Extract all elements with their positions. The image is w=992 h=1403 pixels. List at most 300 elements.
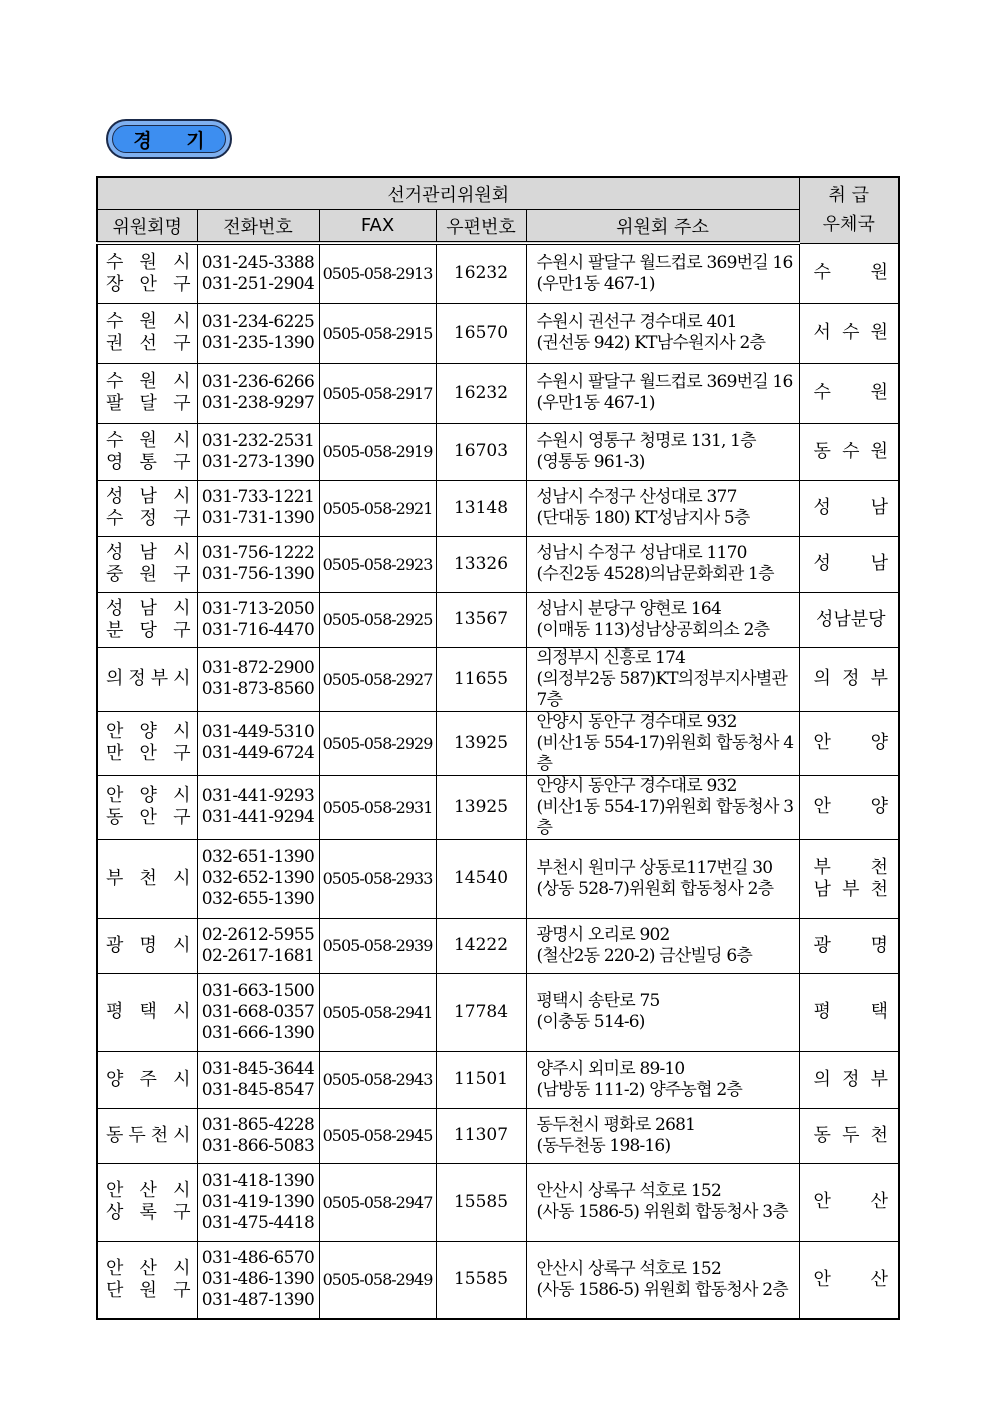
address-line: (비산1동 554-17)위원회 합동청사 3층 [536, 796, 794, 838]
phone-number: 031-668-0357 [201, 1001, 315, 1022]
address-cell [526, 918, 799, 973]
phone-number: 031-865-4228 [201, 1114, 315, 1135]
post-office-char: 원 [870, 262, 889, 283]
fax-cell: 0505-058-2947 [319, 1163, 436, 1241]
post-office-char: 천 [870, 1124, 888, 1146]
post-office-char: 양 [870, 796, 889, 817]
column-header-phone: 전화번호 [197, 210, 319, 244]
address-line: 성남시 수정구 산성대로 377 [536, 487, 737, 507]
phone-number: 031-234-6225 [201, 312, 315, 332]
phone-cell [197, 973, 319, 1051]
committee-name-char: 시 [173, 934, 191, 956]
address-cell [526, 363, 799, 423]
phone-number: 031-866-5083 [201, 1135, 315, 1156]
postal-code-cell: 17784 [436, 973, 526, 1051]
committee-name-cell [97, 303, 197, 363]
committee-name-line [106, 508, 191, 530]
committee-name-char: 수 [106, 508, 124, 529]
table-row [97, 480, 899, 536]
table-row [97, 363, 899, 423]
committee-name-char: 성 [106, 486, 124, 507]
fax-cell: 0505-058-2931 [319, 775, 436, 839]
phone-cell [197, 592, 319, 647]
committee-name-cell [97, 711, 197, 775]
committee-name-line [106, 1069, 191, 1091]
postal-code-cell: 13326 [436, 536, 526, 592]
committee-name-char: 시 [173, 597, 191, 619]
address-line: (사동 1586-5) 위원회 합동청사 2층 [536, 1279, 788, 1300]
table-row [97, 423, 899, 480]
committee-name-char: 시 [173, 785, 191, 806]
postal-code-cell: 16570 [436, 303, 526, 363]
post-office-header-line1: 취 급 [828, 185, 870, 207]
post-office-cell [799, 647, 899, 711]
post-office-line [814, 1125, 889, 1147]
address-cell [526, 1108, 799, 1163]
committee-name-char: 안 [139, 743, 157, 764]
phone-number: 031-756-1222 [201, 543, 315, 563]
fax-cell: 0505-058-2917 [319, 363, 436, 423]
address-cell [526, 423, 799, 480]
post-office-char: 안 [813, 732, 831, 753]
phone-number: 031-245-3388 [201, 252, 315, 273]
committee-name-char: 상 [106, 1202, 124, 1223]
committee-name-char: 시 [173, 721, 191, 742]
post-office-char: 안 [813, 1268, 831, 1290]
postal-code-cell: 11501 [436, 1051, 526, 1108]
post-office-line [814, 796, 889, 818]
address-cell [526, 775, 799, 839]
post-office-char: 안 [813, 1191, 831, 1212]
phone-number: 031-418-1390 [201, 1170, 315, 1191]
committee-name-char: 원 [139, 371, 157, 392]
post-office-header-line2: 우체국 [822, 214, 875, 236]
committee-name-char: 주 [139, 1068, 157, 1090]
committee-name-char: 부 [150, 668, 169, 689]
post-office-char: 수 [813, 382, 831, 403]
committee-name-char: 선 [139, 333, 157, 354]
committee-name-char: 남 [139, 486, 157, 507]
address-line: (권선동 942) KT남수원지사 2층 [536, 333, 766, 353]
committee-name-char: 동 [106, 1124, 124, 1146]
post-office-line [814, 497, 889, 519]
address-line: 안산시 상록구 석호로 152 [536, 1258, 721, 1279]
phone-cell [197, 647, 319, 711]
committee-name-line [106, 1125, 191, 1147]
post-office-cell [799, 536, 899, 592]
address-cell [526, 592, 799, 647]
address-line: (사동 1586-5) 위원회 합동청사 3층 [536, 1202, 788, 1222]
committee-name-char: 안 [106, 1180, 124, 1201]
committee-name-line [106, 1280, 191, 1302]
address-cell [526, 480, 799, 536]
post-office-char: 부 [813, 856, 831, 878]
address-line: 수원시 팔달구 월드컵로 369번길 16 [536, 252, 793, 273]
phone-number: 031-487-1390 [201, 1290, 315, 1311]
committee-name-char: 원 [139, 1279, 157, 1301]
committee-name-char: 수 [106, 429, 124, 451]
phone-cell [197, 480, 319, 536]
post-office-cell [799, 918, 899, 973]
post-office-line [814, 262, 889, 284]
committee-name-line [106, 785, 191, 807]
committee-name-char: 구 [173, 508, 191, 529]
section-badge-label: 경 기 [112, 125, 226, 153]
post-office-line [814, 857, 889, 879]
table-row [97, 839, 899, 918]
table-row [97, 592, 899, 647]
address-line: 성남시 분당구 양현로 164 [536, 598, 721, 619]
committee-name-char: 안 [139, 273, 157, 295]
address-cell [526, 839, 799, 918]
committee-name-line [106, 935, 191, 957]
post-office-char: 양 [870, 732, 889, 753]
address-line: (의정부2동 587)KT의정부지사별관 7층 [536, 668, 788, 710]
committee-name-char: 택 [139, 1001, 157, 1022]
table-row [97, 1163, 899, 1241]
post-office-line [814, 322, 889, 344]
table-row [97, 1051, 899, 1108]
committee-name-char: 분 [106, 619, 124, 641]
postal-code-cell: 15585 [436, 1241, 526, 1319]
committee-name-char: 중 [106, 564, 124, 585]
fax-cell: 0505-058-2913 [319, 243, 436, 303]
fax-cell: 0505-058-2921 [319, 480, 436, 536]
fax-cell: 0505-058-2943 [319, 1051, 436, 1108]
address-line: 양주시 외미로 89-10 [536, 1058, 685, 1079]
post-office-text: 성남분당 [815, 608, 886, 630]
address-cell [526, 647, 799, 711]
column-header-zip: 우편번호 [436, 210, 526, 244]
committee-name-cell [97, 1108, 197, 1163]
postal-code-cell: 13925 [436, 711, 526, 775]
address-line: (이매동 113)성남상공회의소 2층 [536, 619, 770, 640]
committee-name-char: 정 [139, 508, 157, 529]
committee-name-char: 구 [173, 619, 191, 641]
committee-name-char: 산 [139, 1257, 157, 1279]
committee-name-line [106, 1001, 191, 1023]
committee-name-cell [97, 243, 197, 303]
committee-name-line [106, 620, 191, 642]
committee-name-char: 원 [139, 429, 157, 451]
post-office-line [814, 1191, 889, 1213]
committee-name-line [106, 333, 191, 355]
committee-name-line [106, 430, 191, 452]
post-office-char: 남 [813, 878, 831, 900]
post-office-char: 서 [813, 322, 831, 343]
committee-name-char: 산 [139, 1180, 157, 1201]
address-line: 안양시 동안구 경수대로 932 [536, 711, 737, 732]
post-office-char: 원 [870, 440, 888, 462]
address-line: (영통동 961-3) [536, 451, 645, 472]
committee-name-char: 단 [106, 1279, 124, 1301]
fax-cell: 0505-058-2945 [319, 1108, 436, 1163]
committee-name-char: 양 [106, 1068, 124, 1090]
phone-number: 031-872-2900 [201, 658, 315, 678]
phone-number: 031-475-4418 [201, 1212, 315, 1233]
post-office-cell [799, 973, 899, 1051]
committee-name-char: 시 [173, 668, 191, 689]
post-office-line [814, 1001, 889, 1023]
committee-name-char: 남 [139, 597, 157, 619]
address-line: (우만1동 467-1) [536, 273, 655, 294]
committee-name-char: 안 [106, 1257, 124, 1279]
committee-name-char: 시 [173, 542, 191, 563]
address-line: (비산1동 554-17)위원회 합동청사 4층 [536, 732, 794, 774]
post-office-char: 수 [842, 322, 860, 343]
committee-name-cell [97, 839, 197, 918]
address-line: 수원시 권선구 경수대로 401 [536, 312, 737, 332]
committee-name-char: 수 [106, 311, 124, 332]
phone-number: 031-731-1390 [201, 508, 315, 528]
table-row [97, 243, 899, 303]
post-office-cell [799, 592, 899, 647]
committee-name-char: 구 [173, 1202, 191, 1223]
post-office-line [814, 668, 889, 690]
post-office-char: 부 [870, 1068, 888, 1090]
committee-name-line [106, 393, 191, 415]
committee-name-char: 팔 [106, 393, 124, 414]
committee-name-cell [97, 423, 197, 480]
post-office-cell [799, 1241, 899, 1319]
committee-name-char: 두 [128, 1124, 146, 1146]
committee-name-char: 시 [173, 1124, 191, 1146]
phone-number: 031-486-6570 [201, 1248, 315, 1269]
postal-code-cell: 13148 [436, 480, 526, 536]
committee-name-line [106, 252, 191, 274]
address-line: (철산2동 220-2) 금산빌딩 6층 [536, 945, 752, 966]
committee-name-char: 의 [106, 668, 124, 689]
phone-number: 031-419-1390 [201, 1191, 315, 1212]
address-cell [526, 1163, 799, 1241]
postal-code-cell: 14540 [436, 839, 526, 918]
committee-name-char: 만 [106, 743, 124, 764]
group-header: 선거관리위원회 [97, 177, 799, 210]
committee-name-char: 정 [128, 668, 146, 689]
postal-code-cell: 16703 [436, 423, 526, 480]
committee-name-cell [97, 918, 197, 973]
committee-name-char: 구 [173, 393, 191, 414]
phone-cell [197, 918, 319, 973]
fax-cell: 0505-058-2941 [319, 973, 436, 1051]
committee-name-line [106, 311, 191, 333]
committee-name-char: 수 [106, 251, 124, 273]
post-office-cell [799, 423, 899, 480]
post-office-char: 광 [813, 934, 831, 956]
committee-name-line [106, 743, 191, 765]
address-line: 안양시 동안구 경수대로 932 [536, 775, 737, 796]
address-cell [526, 1051, 799, 1108]
committee-name-char: 안 [106, 785, 124, 806]
post-office-line [814, 441, 889, 463]
committee-name-char: 성 [106, 542, 124, 563]
postal-code-cell: 15585 [436, 1163, 526, 1241]
table-row [97, 1108, 899, 1163]
committee-name-line [106, 452, 191, 474]
committee-name-char: 영 [106, 451, 124, 473]
fax-cell: 0505-058-2923 [319, 536, 436, 592]
phone-cell [197, 243, 319, 303]
phone-number: 031-663-1500 [201, 980, 315, 1001]
post-office-char: 성 [813, 497, 831, 518]
table-row [97, 647, 899, 711]
phone-number: 031-251-2904 [201, 273, 315, 294]
post-office-char: 성 [813, 553, 831, 574]
phone-number: 031-441-9294 [201, 807, 315, 827]
committee-name-char: 시 [173, 371, 191, 392]
postal-code-cell: 16232 [436, 363, 526, 423]
table-row [97, 536, 899, 592]
committee-name-char: 원 [139, 311, 157, 332]
phone-number: 031-273-1390 [201, 451, 315, 472]
fax-cell: 0505-058-2933 [319, 839, 436, 918]
committee-name-line [106, 1258, 191, 1280]
committee-name-char: 천 [139, 867, 157, 889]
post-office-cell [799, 303, 899, 363]
phone-cell [197, 536, 319, 592]
committee-name-char: 원 [139, 564, 157, 585]
committee-name-line [106, 668, 191, 690]
phone-number: 031-449-6724 [201, 743, 315, 763]
committee-name-char: 달 [139, 393, 157, 414]
post-office-char: 산 [870, 1191, 889, 1212]
post-office-cell [799, 1051, 899, 1108]
post-office-char: 동 [813, 440, 831, 462]
committee-name-char: 장 [106, 273, 124, 295]
phone-cell [197, 303, 319, 363]
table-row [97, 1241, 899, 1319]
address-line: (남방동 111-2) 양주농협 2층 [536, 1079, 742, 1100]
address-line: (수진2동 4528)의남문화회관 1층 [536, 564, 774, 584]
committee-name-char: 구 [173, 1279, 191, 1301]
header-row-group [97, 177, 899, 210]
post-office-cell [799, 243, 899, 303]
phone-cell [197, 839, 319, 918]
phone-number: 032-652-1390 [201, 868, 315, 888]
address-cell [526, 711, 799, 775]
post-office-char: 부 [842, 878, 860, 900]
phone-number: 031-716-4470 [201, 619, 315, 640]
phone-number: 031-845-8547 [201, 1079, 315, 1100]
phone-number: 031-486-1390 [201, 1269, 315, 1290]
address-line: 성남시 수정구 성남대로 1170 [536, 543, 747, 563]
committee-name-char: 구 [173, 451, 191, 473]
committee-name-char: 명 [139, 934, 157, 956]
phone-cell [197, 423, 319, 480]
committee-name-cell [97, 536, 197, 592]
phone-cell [197, 711, 319, 775]
phone-cell [197, 1051, 319, 1108]
phone-cell [197, 363, 319, 423]
post-office-char: 원 [870, 382, 889, 403]
post-office-line [814, 382, 889, 404]
committee-name-char: 수 [106, 371, 124, 392]
post-office-char: 남 [870, 497, 889, 518]
post-office-char: 남 [870, 553, 889, 574]
committee-name-line [106, 868, 191, 890]
table-row [97, 303, 899, 363]
committee-name-char: 원 [139, 251, 157, 273]
committee-name-char: 시 [173, 1068, 191, 1090]
postal-code-cell: 11655 [436, 647, 526, 711]
phone-number: 031-236-6266 [201, 372, 315, 392]
committee-name-line [106, 274, 191, 296]
phone-cell [197, 775, 319, 839]
committee-name-char: 권 [106, 333, 124, 354]
post-office-char: 수 [842, 440, 860, 462]
address-line: 동두천시 평화로 2681 [536, 1114, 696, 1135]
post-office-line [814, 935, 889, 957]
header-row-columns [97, 210, 899, 244]
post-office-line [814, 879, 889, 901]
address-cell [526, 1241, 799, 1319]
committee-name-char: 양 [139, 785, 157, 806]
post-office-line [814, 732, 889, 754]
address-cell [526, 243, 799, 303]
committee-name-char: 시 [173, 429, 191, 451]
phone-number: 02-2612-5955 [201, 924, 315, 945]
committee-name-char: 양 [139, 721, 157, 742]
fax-cell: 0505-058-2939 [319, 918, 436, 973]
post-office-line [814, 553, 889, 575]
table-body [97, 243, 899, 1319]
committee-name-cell [97, 1241, 197, 1319]
committee-name-line [106, 1202, 191, 1224]
fax-cell: 0505-058-2927 [319, 647, 436, 711]
post-office-line [814, 1069, 889, 1091]
committee-name-cell [97, 592, 197, 647]
phone-cell [197, 1108, 319, 1163]
address-line: (단대동 180) KT성남지사 5층 [536, 508, 750, 528]
postal-code-cell: 13925 [436, 775, 526, 839]
phone-number: 031-235-1390 [201, 333, 315, 353]
committee-name-cell [97, 1163, 197, 1241]
phone-number: 031-232-2531 [201, 430, 315, 451]
phone-cell [197, 1241, 319, 1319]
committee-name-char: 당 [139, 619, 157, 641]
address-line: 안산시 상록구 석호로 152 [536, 1181, 721, 1201]
post-office-char: 정 [842, 1068, 860, 1090]
postal-code-cell: 13567 [436, 592, 526, 647]
address-line: (상동 528-7)위원회 합동청사 2층 [536, 878, 774, 899]
committee-name-line [106, 721, 191, 743]
column-header-address: 위원회 주소 [526, 210, 799, 244]
committee-name-line [106, 807, 191, 829]
committee-name-char: 안 [106, 721, 124, 742]
committee-name-char: 구 [173, 564, 191, 585]
committee-name-char: 시 [173, 486, 191, 507]
fax-cell: 0505-058-2915 [319, 303, 436, 363]
committee-name-char: 시 [173, 1257, 191, 1279]
address-line: 부천시 원미구 상동로117번길 30 [536, 857, 773, 878]
table-row [97, 918, 899, 973]
committee-name-line [106, 371, 191, 393]
post-office-char: 명 [870, 934, 889, 956]
post-office-char: 안 [813, 796, 831, 817]
post-office-cell [799, 1108, 899, 1163]
post-office-line [814, 1269, 889, 1291]
table-row [97, 775, 899, 839]
fax-cell: 0505-058-2929 [319, 711, 436, 775]
phone-number: 031-733-1221 [201, 487, 315, 507]
committee-name-char: 구 [173, 333, 191, 354]
phone-number: 031-756-1390 [201, 564, 315, 584]
address-line: 수원시 영통구 청명로 131, 1층 [536, 430, 756, 451]
phone-number: 032-651-1390 [201, 847, 315, 867]
post-office-cell [799, 1163, 899, 1241]
committee-name-char: 부 [106, 867, 124, 889]
phone-cell [197, 1163, 319, 1241]
